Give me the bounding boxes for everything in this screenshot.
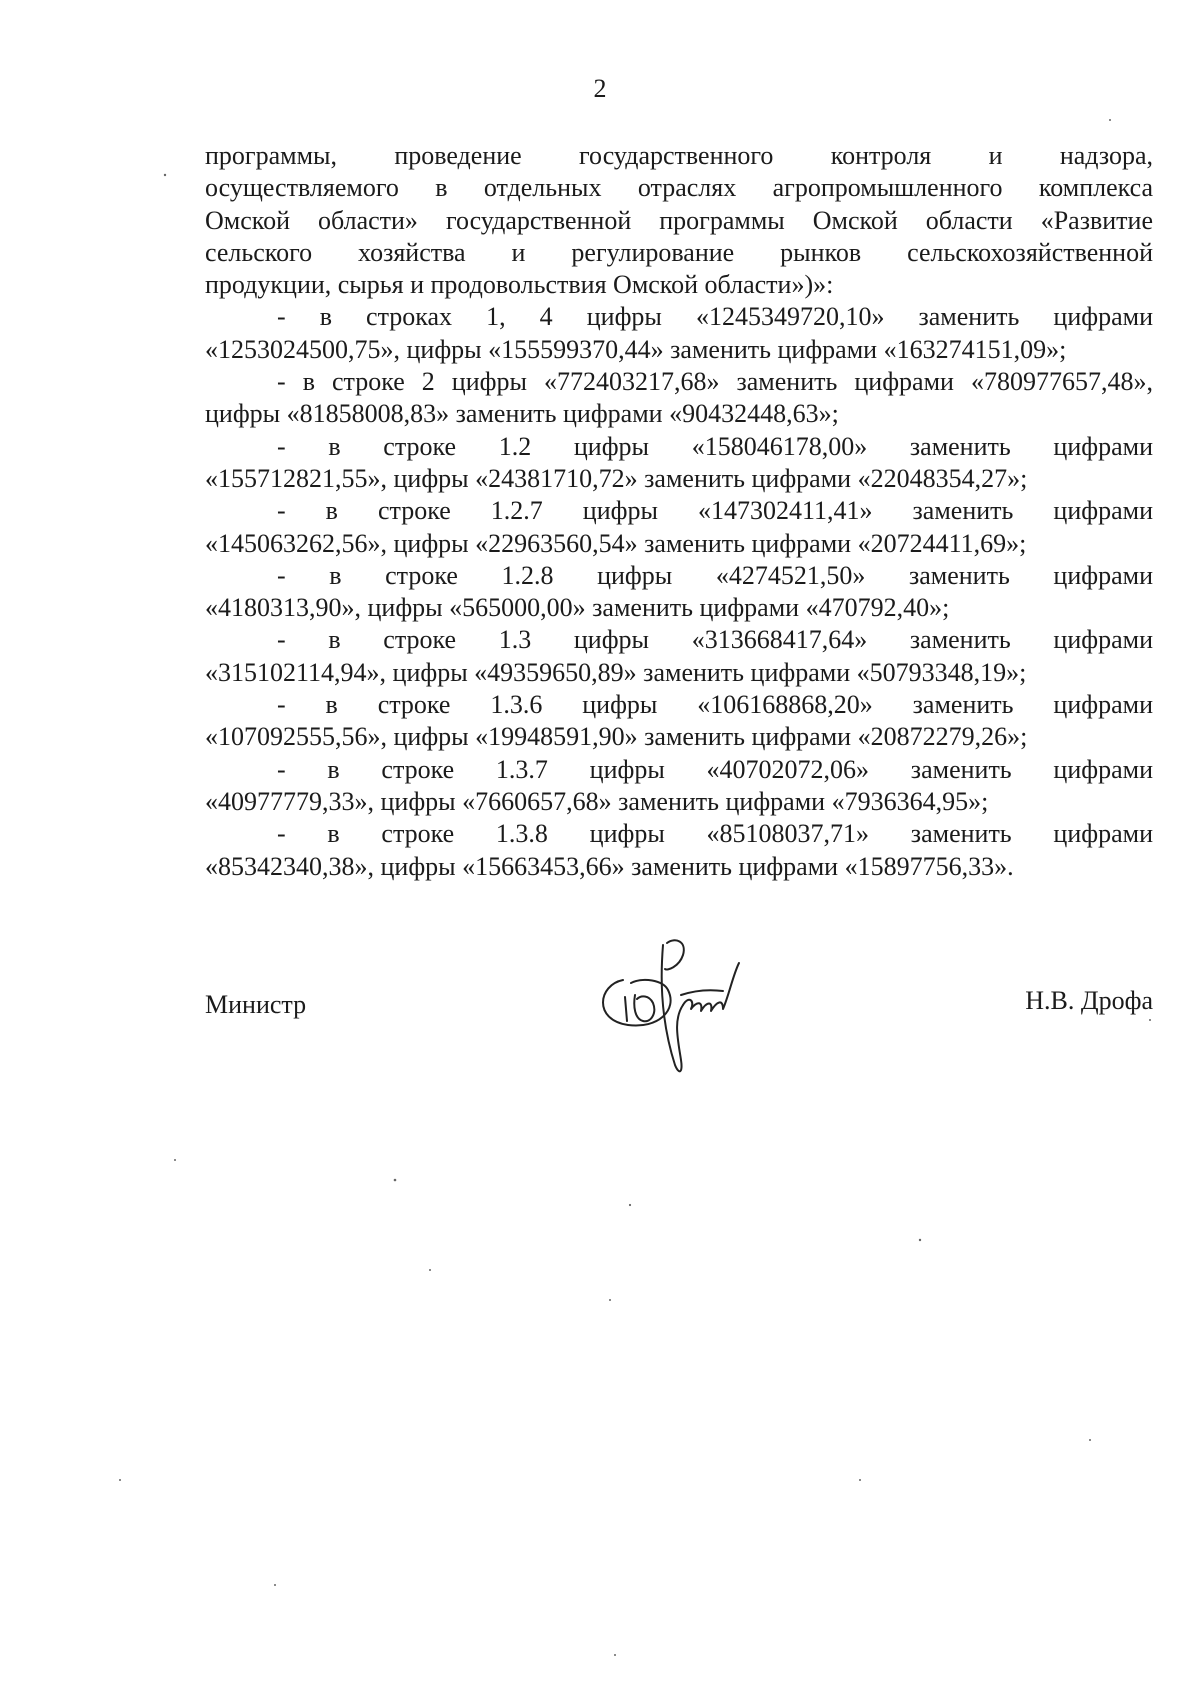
- page-number: 2: [593, 74, 607, 103]
- amendment-item-first-line: - в строке 1.2.7 цифры «147302411,41» заменить цифрами: [277, 496, 1153, 526]
- amendment-item-first-line: - в строке 1.2 цифры «158046178,00» заменить цифрами: [277, 431, 1153, 461]
- amendment-item-first-line: - в строке 1.3.6 цифры «106168868,20» заменить цифрами: [277, 690, 1153, 720]
- signer-position: Министр: [205, 990, 307, 1019]
- paragraph-line: осуществляемого в отдельных отраслях агропромышленного комплекса: [205, 173, 1153, 203]
- amendment-item-first-line: - в строке 1.3.7 цифры «40702072,06» заменить цифрами: [277, 754, 1153, 784]
- signer-name: Н.В. Дрофа: [1025, 986, 1153, 1015]
- paragraph-line: программы, проведение государственного контроля и надзора,: [205, 141, 1153, 170]
- amendment-item-second-line: «315102114,94», цифры «49359650,89» заменить цифрами «50793348,19»;: [205, 657, 1027, 687]
- amendment-item-second-line: «155712821,55», цифры «24381710,72» заменить цифрами «22048354,27»;: [205, 463, 1028, 493]
- amendment-item-second-line: цифры «81858008,83» заменить цифрами «90432448,63»;: [205, 399, 839, 429]
- paragraph-line: Омской области» государственной программы Омской области «Развитие: [205, 205, 1153, 235]
- amendment-item-first-line: - в строке 1.3 цифры «313668417,64» заменить цифрами: [277, 625, 1153, 655]
- amendment-item-first-line: - в строке 1.2.8 цифры «4274521,50» заменить цифрами: [277, 560, 1153, 590]
- amendment-item-first-line: - в строках 1, 4 цифры «1245349720,10» заменить цифрами: [277, 302, 1153, 332]
- paragraph-line: продукции, сырья и продовольствия Омской области»)»:: [205, 270, 834, 300]
- handwritten-signature-icon: [583, 925, 783, 1085]
- signature-block: [205, 965, 1153, 1105]
- amendment-item-second-line: «1253024500,75», цифры «155599370,44» заменить цифрами «163274151,09»;: [205, 334, 1067, 364]
- paragraph-line: сельского хозяйства и регулирование рынков сельскохозяйственной: [205, 237, 1153, 267]
- amendment-item-second-line: «107092555,56», цифры «19948591,90» заменить цифрами «20872279,26»;: [205, 722, 1028, 752]
- amendment-item-second-line: «40977779,33», цифры «7660657,68» заменить цифрами «7936364,95»;: [205, 786, 989, 816]
- document-body: [205, 140, 1153, 883]
- amendment-item-second-line: «145063262,56», цифры «22963560,54» заменить цифрами «20724411,69»;: [205, 528, 1027, 558]
- amendment-item-first-line: - в строке 1.3.8 цифры «85108037,71» заменить цифрами: [277, 819, 1153, 849]
- amendment-item-first-line: - в строке 2 цифры «772403217,68» заменить цифрами «780977657,48»,: [277, 367, 1153, 397]
- amendment-item-second-line: «85342340,38», цифры «15663453,66» заменить цифрами «15897756,33».: [205, 851, 1014, 881]
- amendment-item-second-line: «4180313,90», цифры «565000,00» заменить цифрами «470792,40»;: [205, 593, 950, 623]
